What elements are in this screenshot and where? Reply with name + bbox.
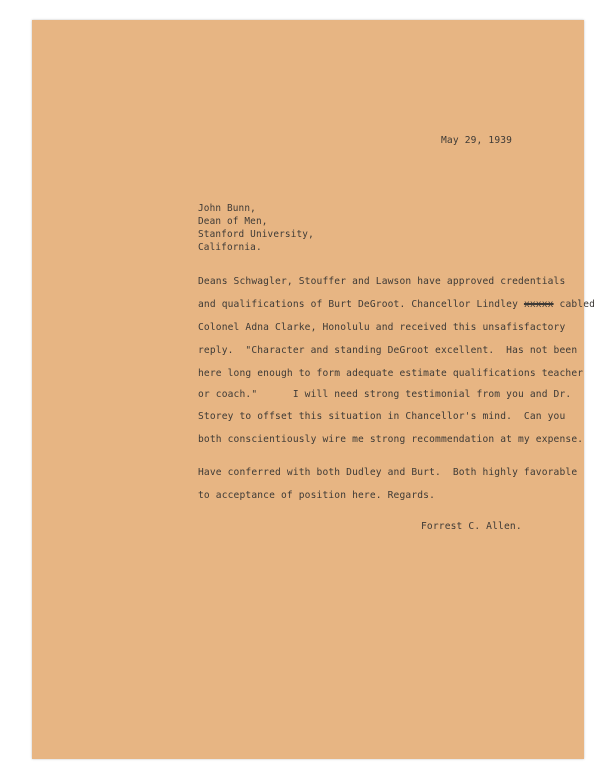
body-line-4: reply. "Character and standing DeGroot excellent. Has not been bbox=[198, 345, 578, 356]
letter-date: May 29, 1939 bbox=[441, 135, 513, 146]
address-line-state: California. bbox=[198, 242, 262, 253]
body-line-8: both conscientiously wire me strong recommendation at my expense. bbox=[198, 434, 584, 445]
body-line-7: Storey to offset this situation in Chancellor's mind. Can you bbox=[198, 411, 566, 422]
body-line-3: Colonel Adna Clarke, Honolulu and received this unsafisfactory bbox=[198, 322, 566, 333]
body-line-2-text: and qualifications of Burt DeGroot. Chancellor Lindley bbox=[198, 299, 518, 310]
letter-page bbox=[32, 20, 596, 759]
body-line-2 bbox=[198, 299, 595, 310]
address-line-title: Dean of Men, bbox=[198, 216, 268, 227]
body-line-6: or coach." I will need strong testimonial from you and Dr. bbox=[198, 389, 572, 400]
body-line-9: Have conferred with both Dudley and Burt. Both highly favorable bbox=[198, 467, 578, 478]
address-line-institution: Stanford University, bbox=[198, 229, 314, 240]
body-line-5: here long enough to form adequate estimate qualifications teacher bbox=[198, 368, 584, 379]
body-line-2-end: cabled bbox=[559, 299, 596, 310]
struck-out-text: xxxxx bbox=[523, 299, 554, 310]
body-line-1: Deans Schwagler, Stouffer and Lawson have approved credentials bbox=[198, 276, 566, 287]
signature-line: Forrest C. Allen. bbox=[421, 521, 522, 532]
body-line-10: to acceptance of position here. Regards. bbox=[198, 490, 436, 501]
address-line-name: John Bunn, bbox=[198, 203, 256, 214]
